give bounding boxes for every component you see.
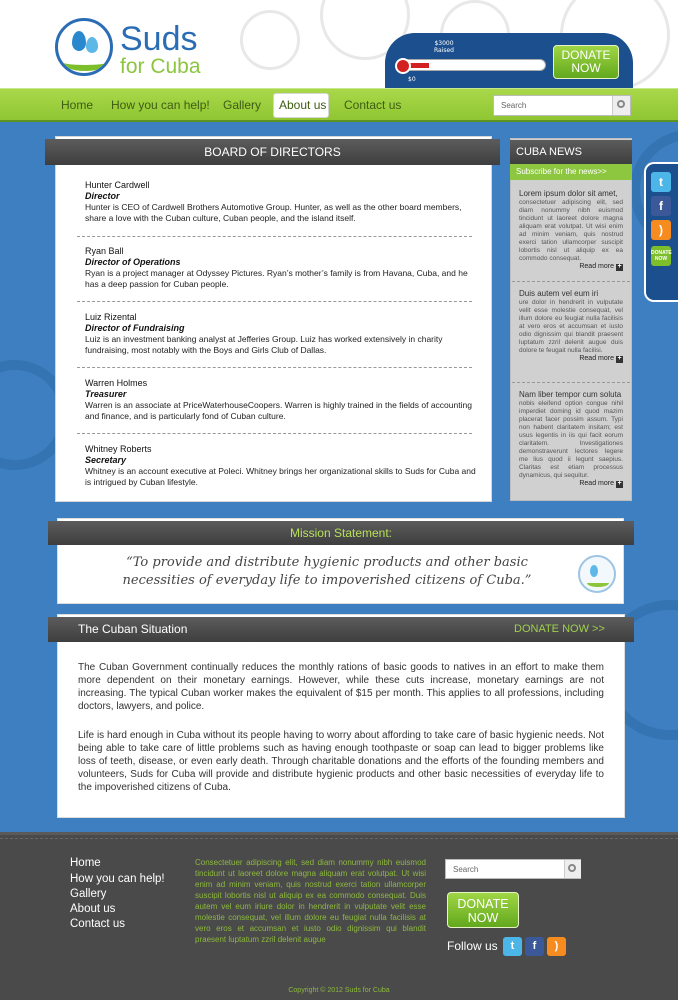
member-name: Luiz Rizental	[85, 312, 137, 322]
divider	[0, 838, 678, 839]
divider	[77, 236, 472, 237]
member-name: Ryan Ball	[85, 246, 124, 256]
news-item	[519, 189, 623, 271]
divider	[512, 382, 630, 383]
nav-home[interactable]: Home	[61, 98, 94, 112]
footer-link-how-you-can-help[interactable]: How you can help!	[70, 873, 165, 885]
footer-link-home[interactable]: Home	[70, 857, 101, 869]
news-title: CUBA NEWS	[510, 140, 632, 164]
footer-link-contact-us[interactable]: Contact us	[70, 918, 125, 930]
news-item	[519, 390, 623, 488]
member-role: Treasurer	[85, 389, 127, 399]
logo-icon[interactable]	[55, 18, 113, 76]
board-member	[85, 180, 477, 224]
divider	[512, 281, 630, 282]
twitter-icon[interactable]: t	[651, 172, 671, 192]
member-name: Warren Holmes	[85, 378, 148, 388]
footer-text: Consectetuer adipiscing elit, sed diam nonummy nibh euismod tincidunt ut laoreet dolore magna aliquam erat volutpat. Ut wisi enim ad minim veniam, quis nostrud exerci tation ullamcorper suscipit lobortis nisl ut aliquip ex ea commodo consequat. Duis autem vel eum iriure dolor in hendrerit in vulputate velit esse molestie consequat, vel illum dolore eu feugiat nulla facilisis at vero eros et accumsan et iusto odio dignissim qui blandit praesent luptatum zzril delenit augue	[195, 858, 426, 944]
footer-search-input[interactable]: Search	[445, 859, 581, 879]
logo-subtitle[interactable]: for Cuba	[120, 55, 201, 78]
situation-title: The Cuban Situation	[78, 622, 188, 636]
facebook-icon[interactable]: f	[525, 937, 544, 956]
logo-icon	[578, 555, 616, 593]
thermometer-bulb-icon	[395, 58, 411, 74]
board-member	[85, 312, 477, 356]
plus-icon: +	[617, 355, 622, 362]
donate-now-icon[interactable]: DONATE NOW	[651, 246, 671, 266]
nav-about-us[interactable]: About us	[279, 98, 327, 112]
search-icon[interactable]	[612, 96, 630, 115]
footer-link-about-us[interactable]: About us	[70, 903, 116, 915]
news-item-title[interactable]: Nam liber tempor cum soluta	[519, 390, 622, 399]
mission-statement: “To provide and distribute hygienic products and other basic necessities of everyday life to impoverished citizens of Cuba.”	[122, 555, 532, 588]
read-more-link[interactable]: Read more +	[579, 355, 622, 362]
news-item-body: ure dolor in hendrerit in vulputate velit esse molestie consequat, vel illum dolore eu feugiat nulla facilisis at vero eros et accumsan et iusto odio dignissim qui blandit praesent luptatum zzril delenit augue duis dolore te feugait nulla facilisi.	[519, 299, 623, 354]
donate-now-button[interactable]: DONATE NOW	[553, 45, 619, 79]
read-more-link[interactable]: Read more +	[579, 480, 622, 487]
facebook-icon[interactable]: f	[651, 196, 671, 216]
thermometer-goal: $3000 Raised	[433, 40, 454, 54]
search-input[interactable]: Search	[493, 95, 631, 116]
situation-paragraph: Life is hard enough in Cuba without its people having to worry about affording to take care of basic hygienic needs. Not being able to take care of little problems such as having enough toothpaste or soap can lead to bigger problems like loss of teeth, disease, or even early death. Through charitable donations and the efforts of the founding members and volunteers, Suds for Cuba will provide and distribute hygienic products and other basic necessities of everyday life to the impoverished citizens of Cuba.	[78, 730, 604, 793]
rss-icon[interactable]: )	[547, 937, 566, 956]
nav-contact-us[interactable]: Contact us	[344, 98, 402, 112]
news-item	[519, 289, 623, 363]
member-bio: Warren is an associate at PriceWaterhouseCoopers. Warren is highly trained in the fields of accounting and finance, and is particularly fond of Cuban culture.	[85, 400, 472, 421]
thermometer-min: $0	[408, 76, 416, 83]
news-item-body: consectetuer adipiscing elit, sed diam nonummy nibh euismod tincidunt ut laoreet dolore magna aliquam erat volutpat. Ut wisi enim ad minim veniam, quis nostrud exerci tation ullamcorper suscipit lobortis nisl ut aliquip ex ea commodo consequat.	[519, 199, 623, 262]
divider	[77, 367, 472, 368]
nav-gallery[interactable]: Gallery	[223, 98, 262, 112]
member-bio: Whitney is an account executive at Poleci. Whitney brings her organizational skills to Suds for Cuba and is intrigued by Cuban lifestyle.	[85, 466, 476, 487]
board-title: BOARD OF DIRECTORS	[45, 139, 500, 165]
search-icon[interactable]	[564, 860, 581, 878]
follow-us-label: Follow us	[447, 939, 498, 953]
plus-icon: +	[617, 263, 622, 270]
news-item-body: nobis eleifend option congue nihil imperdiet doming id quod mazim placerat facer possim assum. Typi non habent claritatem insitam; est usus legentis in iis qui facit eorum claritatem. Investigationes demonstraverunt lectores legere me lius quod ii legunt saepius. Claritas est etiam processus dynamicus, qui sequitur.	[519, 400, 623, 479]
mission-title: Mission Statement:	[48, 521, 634, 545]
subscribe-news-link[interactable]: Subscribe for the news>>	[510, 164, 632, 180]
news-item-title[interactable]: Duis autem vel eum iri	[519, 289, 599, 298]
footer-link-gallery[interactable]: Gallery	[70, 888, 107, 900]
twitter-icon[interactable]: t	[503, 937, 522, 956]
footer-donate-button[interactable]: DONATE NOW	[447, 892, 519, 928]
divider	[77, 301, 472, 302]
board-member	[85, 246, 477, 290]
news-item-title[interactable]: Lorem ipsum dolor sit amet,	[519, 189, 618, 198]
member-name: Hunter Cardwell	[85, 180, 150, 190]
member-bio: Ryan is a project manager at Odyssey Pictures. Ryan’s mother’s family is from Havana, Cuba, and he has a deep passion for Cuban people.	[85, 268, 468, 289]
situation-paragraph: The Cuban Government continually reduces the monthly rations of basic goods to natives in an effort to make them more dependent on their monetary earnings. However, while these cuts increase, monetary earnings are not increasing. The typical Cuban worker makes the equivalent of $15 per month. This applies to all professions, including doctors, lawyers, and police.	[78, 662, 604, 712]
member-bio: Luiz is an investment banking analyst at Jefferies Group. Luiz has worked extensively in charity fundraising, most notably with the Boys and Girls Club of Dallas.	[85, 334, 443, 355]
board-member	[85, 378, 477, 422]
plus-icon: +	[617, 480, 622, 487]
member-bio: Hunter is CEO of Cardwell Brothers Automotive Group. Hunter, as well as the other board members, share a love with the Cuban culture, Cuban people, and the island itself.	[85, 202, 462, 223]
nav-how-you-can-help[interactable]: How you can help!	[111, 98, 210, 112]
member-role: Director	[85, 191, 120, 201]
rss-icon[interactable]: )	[651, 220, 671, 240]
read-more-link[interactable]: Read more +	[579, 263, 622, 270]
board-member	[85, 444, 477, 488]
member-role: Director of Operations	[85, 257, 181, 267]
logo-title[interactable]: Suds	[120, 20, 198, 58]
member-name: Whitney Roberts	[85, 444, 152, 454]
member-role: Director of Fundraising	[85, 323, 185, 333]
donate-now-link[interactable]: DONATE NOW >>	[514, 623, 605, 635]
copyright: Copyright © 2012 Suds for Cuba	[288, 987, 390, 994]
member-role: Secretary	[85, 455, 127, 465]
divider	[77, 433, 472, 434]
